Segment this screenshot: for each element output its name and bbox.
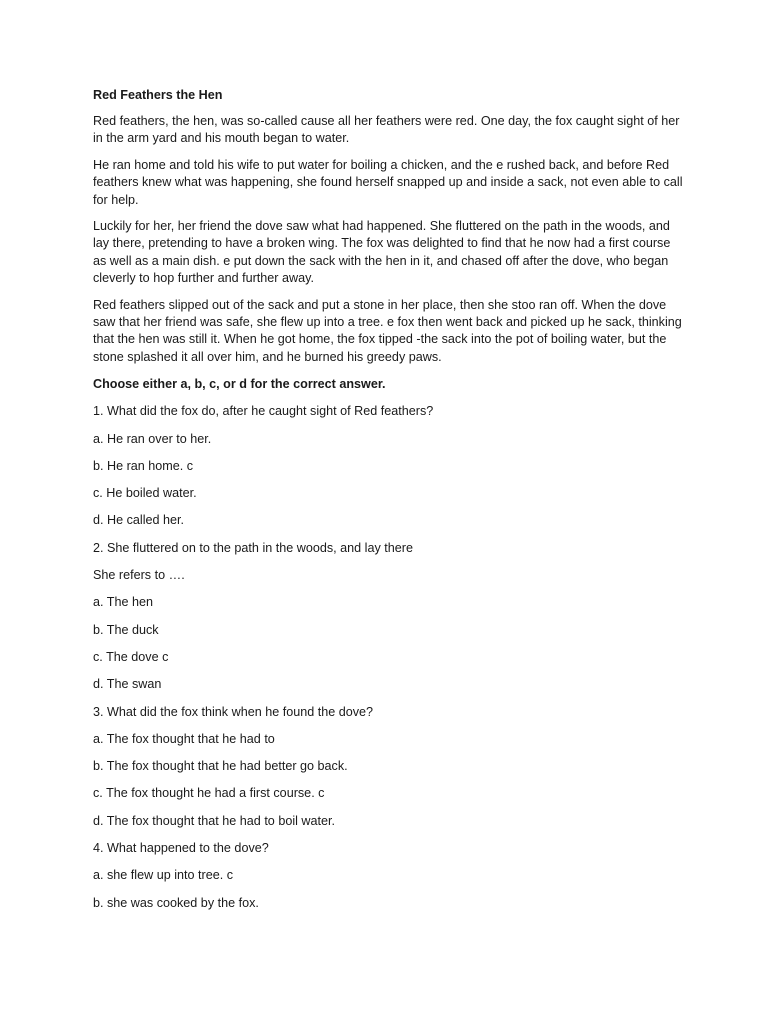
question-3-option-c: c. The fox thought he had a first course. c xyxy=(93,786,325,801)
question-3-option-b: b. The fox thought that he had better go back. xyxy=(93,759,348,774)
question-1-option-d: d. He called her. xyxy=(93,513,185,528)
question-3-option-a: a. The fox thought that he had to xyxy=(93,731,275,746)
quiz-instruction: Choose either a, b, c, or d for the correct answer. xyxy=(93,377,386,392)
question-3: 3. What did the fox think when he found the dove? xyxy=(93,704,374,719)
question-3-option-d: d. The fox thought that he had to boil water. xyxy=(93,813,336,828)
question-4-option-b: b. she was cooked by the fox. xyxy=(93,895,259,910)
question-2-option-d: d. The swan xyxy=(93,677,162,692)
story-title: Red Feathers the Hen xyxy=(93,88,223,102)
question-1-option-c: c. He boiled water. xyxy=(93,486,197,501)
story-paragraph-2: He ran home and told his wife to put water for boiling a chicken, and the e rushed back, and before Red feathers knew what was happening, she found herself snapped up and inside a sack, not even able to call for help. xyxy=(93,157,683,207)
document-content xyxy=(93,86,683,921)
story-paragraph-3: Luckily for her, her friend the dove saw what had happened. She fluttered on the path in the woods, and lay there, pretending to have a broken wing. The fox was delighted to find that he now had a first course as well as a main dish. e put down the sack with the hen in it, and chased off after the dove, who began cleverly to hop further and further away. xyxy=(93,219,671,286)
story-paragraph-4: Red feathers slipped out of the sack and put a stone in her place, then she stoo ran off. When the dove saw that her friend was safe, she flew up into a tree. e fox then went back and picked up he sack, thinking that the hen was still it. When he got home, the fox tipped -the sack into the pot of boiling water, but the stone splashed it all over him, and he burned his greedy paws. xyxy=(93,297,682,364)
question-2-option-b: b. The duck xyxy=(93,622,159,637)
question-1: 1. What did the fox do, after he caught sight of Red feathers? xyxy=(93,404,434,419)
question-4-option-a: a. she flew up into tree. c xyxy=(93,868,234,883)
question-2: 2. She fluttered on to the path in the woods, and lay there xyxy=(93,540,413,555)
question-4: 4. What happened to the dove? xyxy=(93,841,269,856)
question-2-prompt: She refers to …. xyxy=(93,568,185,583)
story-paragraph-1: Red feathers, the hen, was so-called cause all her feathers were red. One day, the fox caught sight of her in the arm yard and his mouth began to water. xyxy=(93,114,680,146)
question-2-option-a: a. The hen xyxy=(93,595,153,610)
question-2-option-c: c. The dove c xyxy=(93,649,169,664)
question-1-option-b: b. He ran home. c xyxy=(93,458,194,473)
question-1-option-a: a. He ran over to her. xyxy=(93,431,212,446)
